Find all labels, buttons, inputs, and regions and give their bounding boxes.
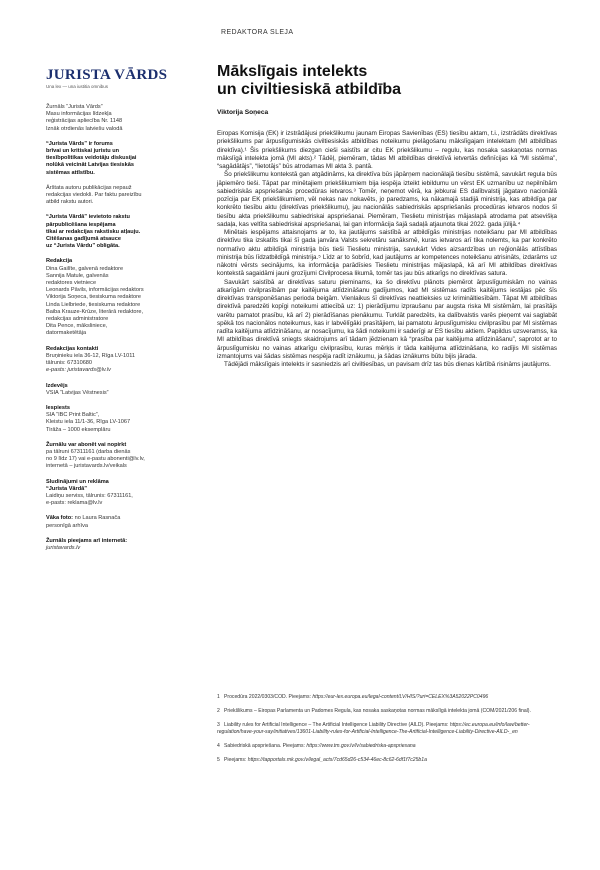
staff-line: Viktorija Soņeca, tiesiskuma redaktore — [46, 294, 142, 301]
opinion-line: redakcijas viedokli. Par faktu pareizību — [46, 192, 142, 199]
opinion-line: atbild rakstu autori. — [46, 199, 94, 206]
staff-line: Linda Lielbriede, tiesiskuma redaktore — [46, 301, 141, 308]
printing-line: SIA “IBC Print Baltic”, — [46, 412, 100, 419]
staff-line: Baiba Krauze-Krūze, literārā redaktore, — [46, 308, 144, 315]
reg-line: Iznāk otrdienās latviešu valodā — [46, 125, 123, 132]
editorial-staff — [46, 258, 182, 337]
footnote-number: 2 — [217, 708, 220, 714]
online-info — [46, 538, 182, 552]
footnote-text: Sabiedriskā apspriešana. Pieejams: — [224, 743, 307, 749]
ads-info — [46, 479, 182, 508]
masthead-sidebar — [46, 68, 182, 552]
ads-line: Laidiņu serviss, tālrunis: 67311161, — [46, 492, 133, 499]
forum-line: brīvai un kritiskai juristu un — [46, 148, 120, 155]
ads-title-2: “Jurista Vārdā” — [46, 485, 88, 492]
footnote-number: 1 — [217, 694, 220, 700]
staff-line: datormaketētāja — [46, 330, 87, 337]
opinion-line: Ārštata autoru publikācijas nepauž — [46, 184, 132, 191]
cover-title: Vāka foto: — [46, 515, 74, 522]
article-paragraph: Minētais iespējams attaisnojams ar to, ka jautājums saistībā ar atbildīgās ministrijas noteikšanu par MI atbildības direktīvu tika izskatīts tikai šī gada janvāra Valsts sekretāru sanāksmē, kuras ietvaros arī tika nolemts, ka par konkrēto normatīvo aktu atbildīgā ministrija būs tieši Tieslietu ministrija, savukārt Vides aizsardzības un reģionālās attīstības ministrija būs līdzatbildīgā ministrija.⁵ Līdz ar to šobrīd, kad jautājums ar kompetences noteikšanu atrisināts, izdarāms uz nākotni vērsts secinājums, ka informācija parādīsies Tieslietu ministrijas mājaslapā, kā arī MI atbildības direktīvas kontekstā sagaidāmi jauni grozījumi Civilprocesa likumā, tomēr tas jau būs atkarīgs no direktīvas satura. — [217, 229, 557, 278]
copyright-line: “Jurista Vārdā” ievietoto rakstu — [46, 214, 130, 221]
editorial-contacts — [46, 346, 182, 375]
title-line: un civiltiesiskā atbildība — [217, 81, 402, 98]
article-paragraph: Savukārt saistībā ar direktīvas saturu pieminams, ka šo direktīvu plānots piemērot ārpuslīgumiskām no vainas atkarīgām civilprasībām par kaitējuma atlīdzināšanu gadījumos, kad MI sistēmas radīts kaitējums iestājas pēc šīs direktīvas transponēšanas perioda beigām. Vienlaikus šī direktīvas neattieksies uz krimināltiesībām. Tāpat MI atbildības direktīvā paredzēti kopīgi noteikumi attiecībā uz: 1) pierādījumu izpraušanu par augsta riska MI sistēmām, lai prasītājs varētu pamatot prasību, kā arī 2) pierādīšanas pienākumu. Turklāt paredzēts, ka dalībvalstis varēs pieņemt vai saglabāt spēkā tos nacionālos noteikumus, kas ir labvēlīgāki prasītājiem, lai pamatotu ārpuslīgumisku civilprasību par MI sistēmas radīta kaitējuma atlīdzināšanu, ar nosacījumu, ka šādi noteikumi ir saderīgi ar ES tiesību aktiem. Papildus uzsveramss, ka MI atbildības direktīvā sniegts skaidrojums arī tādam jēdzienam kā “prasība par kaitējuma atlīdzināšanu”, saprotot ar to ārpuslīgumisku no vainas atkarīgu civilprasību, kuras mērķis ir tāda kaitējuma atlīdzināšana, ko radījis MI sistēmas izmantojums vai šādas sistēmas nespēja radīt iznākumu, ja šādas iznākums būtu bijis jārada. — [217, 278, 557, 360]
footnote-text: Priekšlikums – Eiropas Parlamenta un Padomes Regula, kas nosaka saskaņotas normas mākslīgā intelekta jomā (COM/2021/206 final). — [224, 708, 531, 714]
publisher-info — [46, 383, 182, 397]
footnote-link[interactable]: https://ec.europa.eu/info/law/better-regulation/have-your-say/initiatives/13601-Liability-rules-for-Artificial-Intelligence-The-Artificial-Intelligence-Liability-Directive-AILD-_en — [217, 722, 530, 735]
footnote — [217, 708, 537, 715]
copyright-line: Citēšanas gadījumā atsauce — [46, 236, 121, 243]
section-label: REDAKTORA SLEJA — [221, 29, 294, 36]
forum-line: nolūkā veicināt Latvijas tiesiskās — [46, 162, 134, 169]
article-paragraph: Eiropas Komisija (EK) ir izstrādājusi priekšlikumu jaunam Eiropas Savienības (ES) tiesību aktam, t.i., izstrādāts direktīvas priekšlikums par ārpuslīgumiskās civiltiesiskās atbildības noteikumu pielāgošanu mākslīgajam intelektam (MI atbildības direktīva).¹ Šis priekšlikums diezgan cieši saistīts ar citu EK priekšlikumu – regulu, kas nosaka saskaņotas normas mākslīgā intelekta jomā (MI akts).² Tādēļ, piemēram, tādas MI atbildības direktīvā ietvertās definīcijas kā “MI sistēma”, “sagādātājs”, “lietotājs” būs atrodamas MI akta 3. pantā. — [217, 130, 557, 170]
ads-title: Sludinājumi un reklāma — [46, 478, 109, 485]
editorial-title: Redakcija — [46, 258, 73, 265]
cover-credit: no Laura Rasnača — [73, 515, 121, 522]
footnote — [217, 722, 537, 736]
contacts-title: Redakcijas kontakti — [46, 345, 99, 352]
staff-line: Sannija Matule, galvenās — [46, 272, 109, 279]
article-author: Viktorija Soņeca — [217, 109, 269, 116]
publisher-line: VSIA “Latvijas Vēstnesis” — [46, 389, 109, 396]
online-title: Žurnāls pieejams arī internetā: — [46, 537, 128, 544]
footnote-text: Procedūra 2022/0303/COD. Pieejams: — [224, 694, 313, 700]
staff-line: Dita Pence, māksliniece, — [46, 323, 108, 330]
reg-line: Masu informācijas līdzekļa — [46, 111, 112, 118]
subscribe-line: no 9 līdz 17) vai e-pastu abonenti@lv.lv, — [46, 456, 145, 463]
printing-title: Iespiests — [46, 404, 70, 411]
forum-line: “Jurista Vārds” ir forums — [46, 140, 113, 147]
article-title — [217, 63, 557, 99]
printing-line: Tirāža – 1000 eksemplāru — [46, 426, 111, 433]
copyright-line: pārpublicēšana iespējama — [46, 221, 116, 228]
cover-photo-credit — [46, 515, 182, 529]
footnote-link[interactable]: https://eur-lex.europa.eu/legal-content/LV/HIS/?uri=CELEX%3A52022PC0496 — [312, 694, 489, 700]
subscribe-line: internetā – juristavards.lv/veikals — [46, 463, 127, 470]
online-link[interactable]: juristavards.lv — [46, 544, 81, 551]
reg-line: reģistrācijas apliecība Nr. 1148 — [46, 118, 123, 125]
contact-phone: tālrunis: 67310680 — [46, 360, 93, 367]
subscribe-line: pa tālruni 67311161 (darba dienās — [46, 448, 131, 455]
title-line: Mākslīgais intelekts — [217, 63, 368, 80]
logo: JURISTA VĀRDS — [46, 67, 168, 83]
article-paragraph: Šo priekšlikumu kontekstā gan atgādināms, ka direktīva būs jāpārņem nacionālajā tiesību sistēmā, savukārt regula būs jāpiemēro tieši. Tāpat par minētajiem priekšlikumiem bija iespēja izteikt iebildumu un vērst EK uzmanību uz nepilnībām sabiedriskās apspriešanās procedūras ietvaros.³ Tomēr, neņemot vērā, ka jebkurai ES dalībvalstij jāgatavo nacionālā pozīcija par EK priekšlikumiem, vēl nekas nav nokavēts, jo paredzams, ka nākamajā stadijā ministrija, kas atbildīga par konkrēto tiesību aktu (direktīvas priekšlikumu), jau nacionālās sabiedriskās apspriešanās procedūras ietvaros nodos šī tiesību akta priekšlikumu sabiedriskai apspriešanai. Piemēram, Tieslietu ministrijas mājaslapā atrodama pat atsevišķa sadaļa, kas veltīta sabiedriskai apspriešanai, lai gan informācija šajā sadaļā atjaunota tikai 2022. gada jūlijā.⁴ — [217, 171, 557, 228]
subscribe-title: Žurnālu var abonēt vai nopirkt — [46, 441, 127, 448]
staff-line: Leonards Pāvils, informācijas redaktors — [46, 287, 144, 294]
footnote-text: Liability rules for Artificial Intelligence – The Artificial Intelligence Liability Directive (AILD). Pieejams: — [224, 722, 450, 728]
ads-line: e-pasts: reklama@lv.lv — [46, 500, 103, 507]
contact-address: Bruņinieku iela 36-12, Rīga LV-1011 — [46, 352, 136, 359]
footnote-number: 5 — [217, 757, 220, 763]
printing-info — [46, 405, 182, 434]
contact-email[interactable]: e-pasts: juristavards@lv.lv — [46, 367, 111, 374]
article — [217, 63, 557, 369]
opinion-disclaimer — [46, 185, 182, 207]
staff-line: Dina Gailīte, galvenā redaktore — [46, 265, 124, 272]
footnote-text: Pieejams: — [224, 757, 248, 763]
logo-tagline: Una lex — una iustitia omnibus — [46, 84, 109, 89]
footnote — [217, 743, 537, 750]
staff-line: redakcijas administratore — [46, 316, 109, 323]
forum-line: sistēmas attīstību. — [46, 169, 95, 176]
footnote-number: 4 — [217, 743, 220, 749]
footnote-link[interactable]: https://tapportals.mk.gov.lv/legal_acts/7cd65d26-c534-46ec-8c62-6df1f7c25b1a — [247, 757, 427, 763]
staff-line: redaktores vietniece — [46, 280, 97, 287]
publisher-title: Izdevējs — [46, 382, 68, 389]
cover-credit-line: personīgā arhīva — [46, 522, 88, 529]
article-paragraph: Tādējādi mākslīgais intelekts ir sasniedzis arī civiltiesības, un pavisam drīz tas būs dienas kārtībā risināms jautājums. — [224, 361, 551, 368]
copyright-notice — [46, 214, 182, 250]
subscription-info — [46, 442, 182, 471]
footnote — [217, 757, 537, 764]
footnotes — [217, 694, 537, 771]
footnote — [217, 694, 537, 701]
article-body — [217, 130, 557, 369]
registration-info — [46, 104, 182, 133]
forum-line: tiesībpolitikas veidotāju diskusijai — [46, 155, 137, 162]
printing-line: Kleistu iela 11/1-36, Rīga LV-1067 — [46, 419, 131, 426]
footnote-number: 3 — [217, 722, 220, 728]
reg-line: Žurnāls “Jurista Vārds” — [46, 104, 103, 110]
footnote-link[interactable]: https://www.tm.gov.lv/lv/sabiedriska-apspriesana — [306, 743, 416, 749]
copyright-line: tikai ar redakcijas rakstisku atļauju. — [46, 228, 141, 235]
forum-statement — [46, 141, 182, 177]
copyright-line: uz “Jurista Vārdu” obligāta. — [46, 243, 120, 250]
